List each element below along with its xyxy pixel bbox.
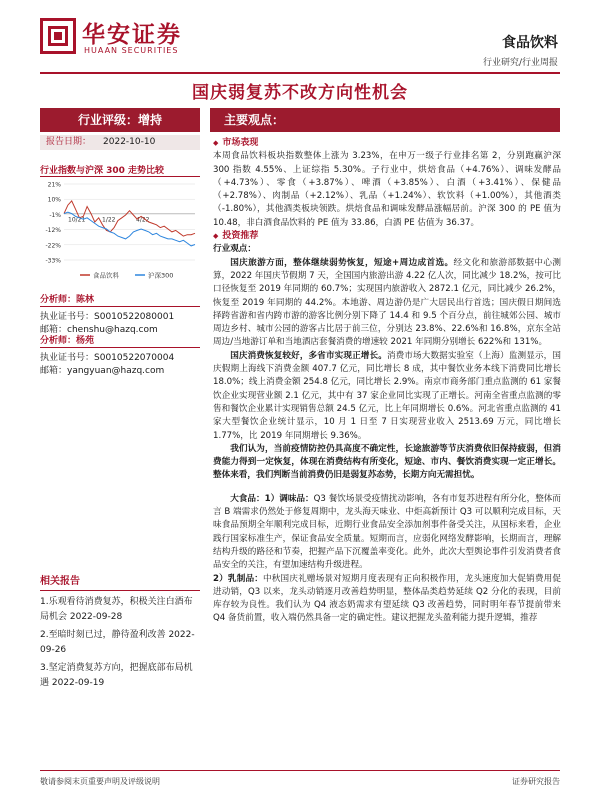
paragraph-condiments: [213, 493, 561, 573]
x-tick-label: 4/22: [136, 216, 150, 224]
paragraph-lead: 大食品：1）调味品：: [230, 493, 314, 504]
analyst-2-details: [40, 350, 174, 376]
related-item[interactable]: 1.乐观看待消费复苏，积极关注白酒布局机会 2022-09-28: [40, 597, 193, 622]
analyst-1-details: [40, 309, 174, 335]
analyst-title: 分析师：: [40, 336, 77, 346]
report-header: [0, 0, 600, 76]
sector-label: 食品饮料: [502, 35, 558, 51]
footer-disclaimer: 敬请参阅末页重要声明及评级说明: [40, 777, 160, 786]
cert-number: S0010522070004: [94, 353, 175, 363]
industry-rating: 行业评级：增持: [40, 108, 200, 132]
analyst-title: 分析师：: [40, 295, 77, 305]
footer-label: 证券研究报告: [512, 777, 560, 786]
x-tick-label: 1/22: [102, 216, 116, 224]
paragraph-body: 中秋国庆礼赠场景对短期月度表现有正向积极作用，龙头速度加大促销费用促进动销，Q3 以来，龙头动销逐月改善趋势明显，整体品类趋势延续 Q2 分化的表现，目前库存较为良性。我们认为 Q4 液态奶需求有望延续 Q3 改善趋势，同时明年春节提前带来 Q4 备货前置，收入端仍然具备一定的确定性。建议把握龙头盈利能力提升逻辑，推荐: [213, 573, 561, 624]
header-divider: [40, 72, 560, 74]
legend-label: 沪深300: [148, 271, 174, 280]
related-item[interactable]: 2.至暗时刻已过，静待盈利改善 2022-09-26: [40, 630, 195, 655]
paragraph-dairy: [213, 573, 561, 626]
report-title: 国庆弱复苏不改方向性机会: [192, 83, 408, 103]
related-item[interactable]: 3.坚定消费复苏方向，把握底部布局机遇 2022-09-19: [40, 663, 193, 688]
cert-number: S0010522080001: [94, 312, 175, 322]
logo-subtitle: HUAAN SECURITIES: [84, 46, 179, 55]
analyst-name: 杨苑: [76, 336, 95, 346]
report-date-value: 2022-10-10: [103, 137, 156, 147]
cert-label: 执业证书号：: [40, 312, 95, 322]
paragraph-conclusion: 我们认为，当前疫情防控仍具高度不确定性，长途旅游等节庆消费依旧保持疲弱，但消费能力得到一定恢复，体现在消费结构有所变化，短途、市内、餐饮消费实现一定正增长。整体来看，我们判断当前消费仍旧是弱复苏态势，长期方向无需担忧。: [213, 443, 561, 481]
paragraph-consumption: [213, 350, 561, 443]
view-heading: 行业观点：: [213, 244, 256, 255]
main-points-heading: 主要观点：: [210, 108, 560, 132]
report-date-label: 报告日期：: [46, 137, 92, 147]
analyst-2: [40, 333, 94, 346]
market-text: 本周食品饮料板块指数整体上涨为 3.23%，在申万一级子行业排名第 2，分别跑赢沪深 300 指数 4.55%、上证综指 5.30%。子行业中，烘焙食品（+4.76%）、调味发酵品（+4.73%）、零食（+3.87%）、啤酒（+3.85%）、白酒（+3.41%）、保健品（+2.78%）、肉制品（+2.12%）、乳品（+1.24%）、软饮料（+1.00%），其他酒类（-1.80%），其他酒类板块领跌。烘焙食品和调味发酵品涨幅居前。沪深 300 的 PE 值为 10.48，非白酒食品饮料的 PE 值为 33.86，白酒 PE 估值为 36.37。: [213, 151, 561, 228]
invest-heading: ◆ 投资推荐: [213, 230, 561, 243]
paragraph-tourism: [213, 257, 561, 350]
report-type: 行业研究/行业周报: [482, 58, 558, 68]
paragraph-body: 经文化和旅游部数据中心测算，2022 年国庆节假期 7 天，全国国内旅游出游 4.22 亿人次，同比减少 18.2%，按可比口径恢复至 2019 年同期的 60.7%；实现国内旅游收入 2872.1 亿元，同比减少 26.2%，恢复至 2019 年同期的 44.2%。本地游、周边游仍是广大居民出行首选；国庆假日期间选择跨省游和省内跨市游的游客比例分别下降了 14.4 和 9.5 个百分点，前往城郊公园、城市周边乡村、城市公园的游客占比居于前三位，分别达 23.8%、22.6%和 16.8%，京东全站周边/当地游订单和当地酒店套餐消费的增速较 2021 年同期分别增长 622%和 131%。: [213, 257, 561, 348]
email-label: 邮箱：: [40, 366, 68, 376]
analyst-1: [40, 292, 94, 305]
y-tick-label: -22%: [45, 242, 61, 250]
x-tick-label: 10/21: [68, 216, 86, 224]
paragraph-lead: 2）乳制品：: [213, 573, 264, 584]
paragraph-lead: 国庆消费恢复较好，多省市实现正增长。: [230, 350, 387, 361]
report-date: [40, 135, 200, 150]
main-content: [213, 137, 561, 626]
paragraph-body: Q3 餐饮场景受疫情扰动影响，各有市复苏进程有所分化，整体而言 B 端需求仍然处于修复周期中，龙头海天味业、中炬高新预计 Q3 可以顺利完成目标，天味食品预期全年顺利完成目标，近期行业食品安全添加剂事件备受关注，从国标来看，企业践行国家标准生产，保证食品安全质量。短期而言，应弱化网络发酵影响，长期而言，理解结构升级的路径和节奏，把握产品下沉覆盖率变化。此外，此次大型舆论事件引发消费者食品安全的关注，有望加速结构升级进程。: [213, 493, 562, 571]
analyst-divider: [40, 347, 200, 348]
logo-text: 华安证券: [82, 21, 182, 48]
footer-divider: [40, 770, 560, 771]
y-tick-label: -12%: [45, 227, 61, 235]
email-link[interactable]: yangyuan@hazq.com: [67, 366, 165, 376]
email-label: 邮箱：: [40, 325, 68, 335]
paragraph-lead: 国庆旅游方面，整体继续弱势恢复，短途+周边成首选。: [230, 257, 454, 268]
email-link[interactable]: chenshu@hazq.com: [67, 325, 158, 335]
logo-icon: [40, 18, 76, 54]
analyst-name: 陈林: [76, 295, 95, 305]
y-tick-label: -1%: [49, 211, 61, 219]
legend-label: 食品饮料: [93, 271, 119, 280]
related-reports: [40, 572, 200, 694]
paragraph-body: 消费市场大数据实验室（上海）监测显示，国庆假期上海线下消费金额 407.7 亿元，同比增长 8 成，其中餐饮业务本线下消费同比增长 18.0%；线上消费金额 254.8 亿元，同比增长 2.9%。南京市商务部门重点监测的 61 家餐饮企业实现营业额 2.1 亿元，其中有 37 家企业同比实现了正增长。河南全省重点监测的零售和餐饮企业累计实现销售总额 24.5 亿元，比上年同期增长 0.6%。河北省重点监测的 41 家大型餐饮企业统计显示，10 月 1 日至 7 日实现营业收入 2513.69 万元，同比增长 1.77%，比 2019 年同期增长 9.36%。: [213, 350, 561, 441]
cert-label: 执业证书号：: [40, 353, 95, 363]
market-heading: ◆ 市场表现: [213, 137, 561, 150]
y-tick-label: 10%: [47, 196, 61, 204]
related-heading: 相关报告: [40, 576, 80, 587]
related-divider: [40, 590, 200, 591]
analyst-divider: [40, 306, 200, 307]
y-tick-label: 21%: [47, 181, 61, 189]
index-comparison-chart: [40, 178, 200, 288]
chart-title: 行业指数与沪深 300 走势比较: [40, 166, 165, 176]
chart-divider: [40, 176, 200, 177]
y-tick-label: -33%: [45, 257, 61, 265]
